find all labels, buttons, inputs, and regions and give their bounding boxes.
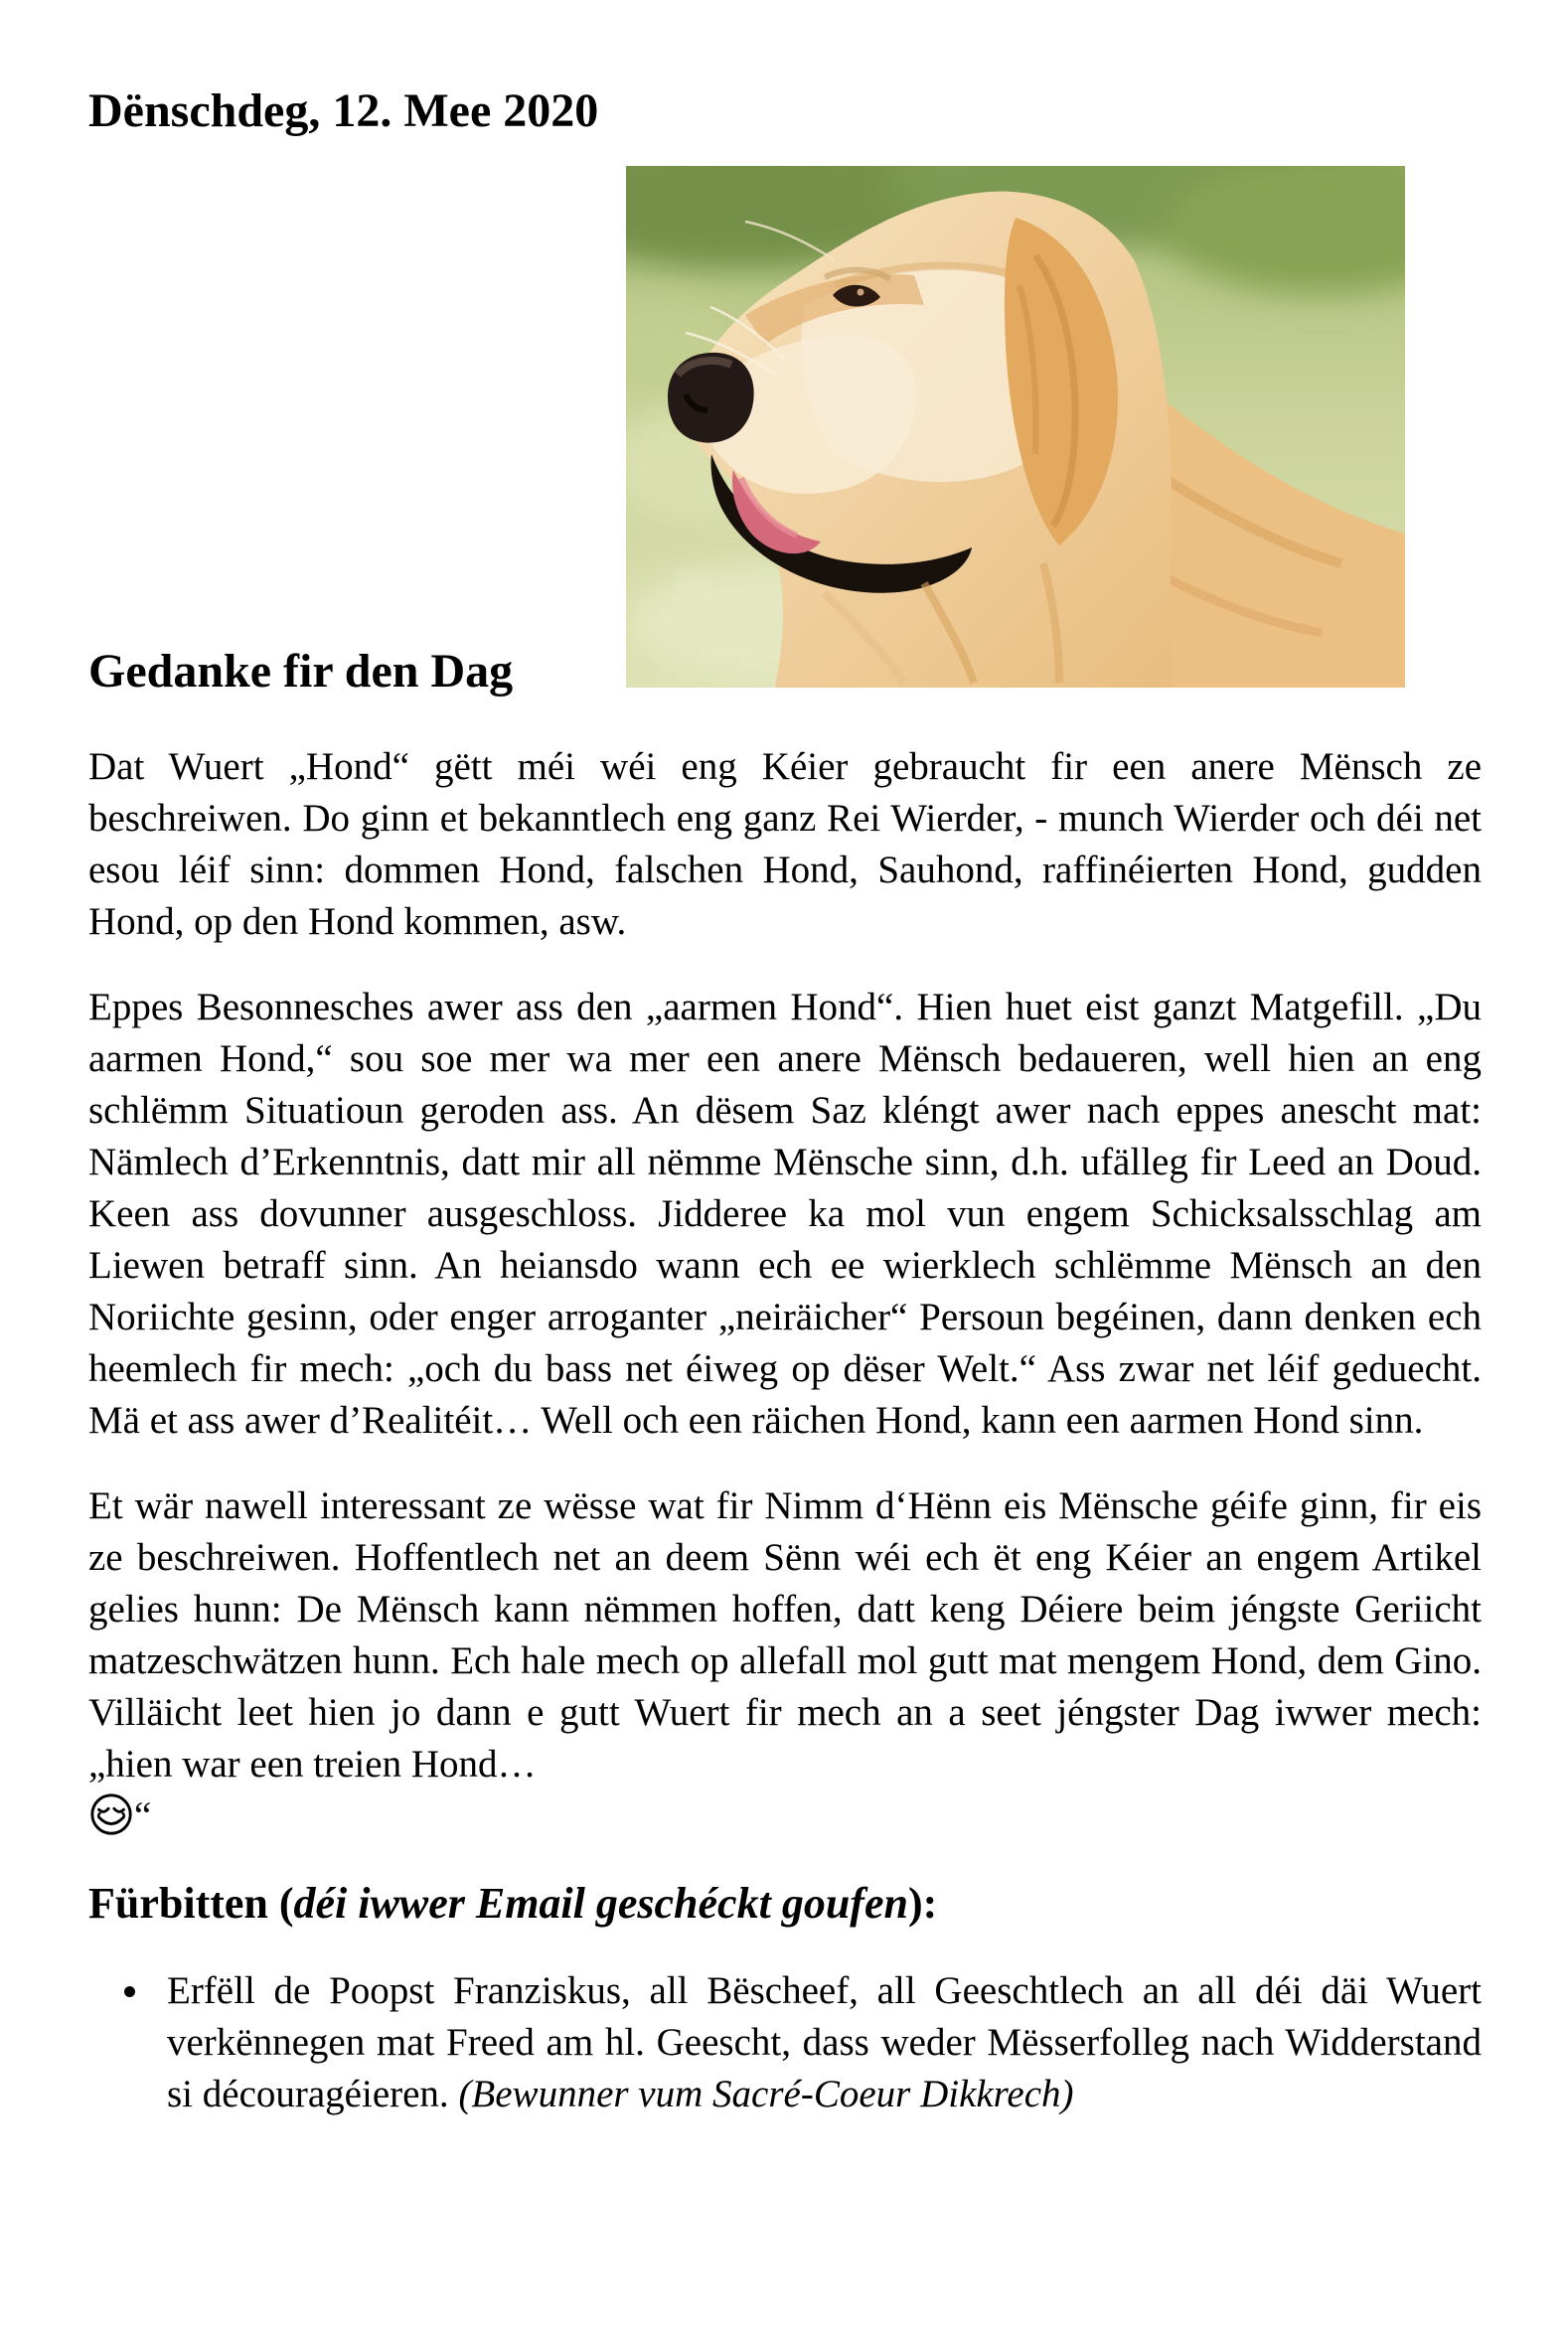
- paragraph: [88, 1480, 1482, 1842]
- quote-mark: “: [134, 1794, 152, 1837]
- list-item: [88, 1965, 1482, 2120]
- intercessions-list: [88, 1965, 1482, 2120]
- document-content: [88, 0, 1482, 2120]
- paragraph-text: Dat Wuert „Hond“ gëtt méi wéi eng Kéier gebraucht fir een anere Mënsch ze beschreiwen. Do ginn et bekanntlech eng ganz Rei Wierder, - munch Wierder och déi net esou léif sinn: dommen Hond, falschen Hond, Sauhond, raffinéierten Hond, gudden Hond, op den Hond kommen, asw.: [88, 745, 1482, 943]
- paragraph: [88, 982, 1482, 1447]
- section-heading: Gedanke fir den Dag: [88, 645, 514, 698]
- paragraph: [88, 741, 1482, 948]
- intercessions-heading: [88, 1876, 1482, 1932]
- bullet-marker: [124, 1986, 135, 1997]
- list-item-attribution: (Bewunner vum Sacré-Coeur Dikkrech): [458, 2073, 1074, 2115]
- list-item-text: Erfëll de Poopst Franziskus, all Bëscheef, all Geeschtlech an all déi däi Wuert verkënnegen mat Freed am hl. Geescht, dass weder Mësserfolleg nach Widderstand si découragéieren.: [167, 1969, 1482, 2115]
- paragraph-text: Eppes Besonnesches awer ass den „aarmen Hond“. Hien huet eist ganzt Matgefill. „Du aarmen Hond,“ sou soe mer wa mer een anere Mënsch bedaueren, well hien an eng schlëmm Situatioun geroden ass. An dësem Saz kléngt awer nach eppes anescht mat: Nämlech d’Erkenntnis, datt mir all nëmme Mënsche sinn, d.h. ufälleg fir Leed an Doud. Keen ass dovunner ausgeschloss. Jidderee ka mol vun engem Schicksalsschlag am Liewen betraff sinn. An heiansdo wann ech ee wierklech schlëmme Mënsch an den Noriichte gesinn, oder enger arroganter „neiräicher“ Persoun begéinen, dann denken ech heemlech fir mech: „och du bass net éiweg op dëser Welt.“ Ass zwar net léif geduecht. Mä et ass awer d’Realitéit… Well och een räichen Hond, kann een aarmen Hond sinn.: [88, 986, 1482, 1442]
- smiling-face-emoji-icon: [88, 1794, 134, 1837]
- intercessions-heading-prefix: Fürbitten (: [88, 1879, 294, 1928]
- paragraph-text: Et wär nawell interessant ze wësse wat fir Nimm d‘Hënn eis Mënsche géife ginn, fir eis ze beschreiwen. Hoffentlech net an deem Sënn wéi ech ët eng Kéier an engem Artikel gelies hunn: De Mënsch kann nëmmen hoffen, datt keng Déiere beim jéngste Geriicht matzeschwätzen hunn. Ech hale mech op allefall mol gutt mat mengem Hond, dem Gino. Villäicht leet hien jo dann e gutt Wuert fir mech an a seet jéngster Dag iwwer mech: „hien war een treien Hond…: [88, 1484, 1482, 1786]
- intercessions-heading-suffix: ):: [907, 1879, 938, 1928]
- intercessions-heading-italic: déi iwwer Email geschéckt goufen: [293, 1879, 908, 1928]
- date-title: Dënschdeg, 12. Mee 2020: [88, 84, 599, 137]
